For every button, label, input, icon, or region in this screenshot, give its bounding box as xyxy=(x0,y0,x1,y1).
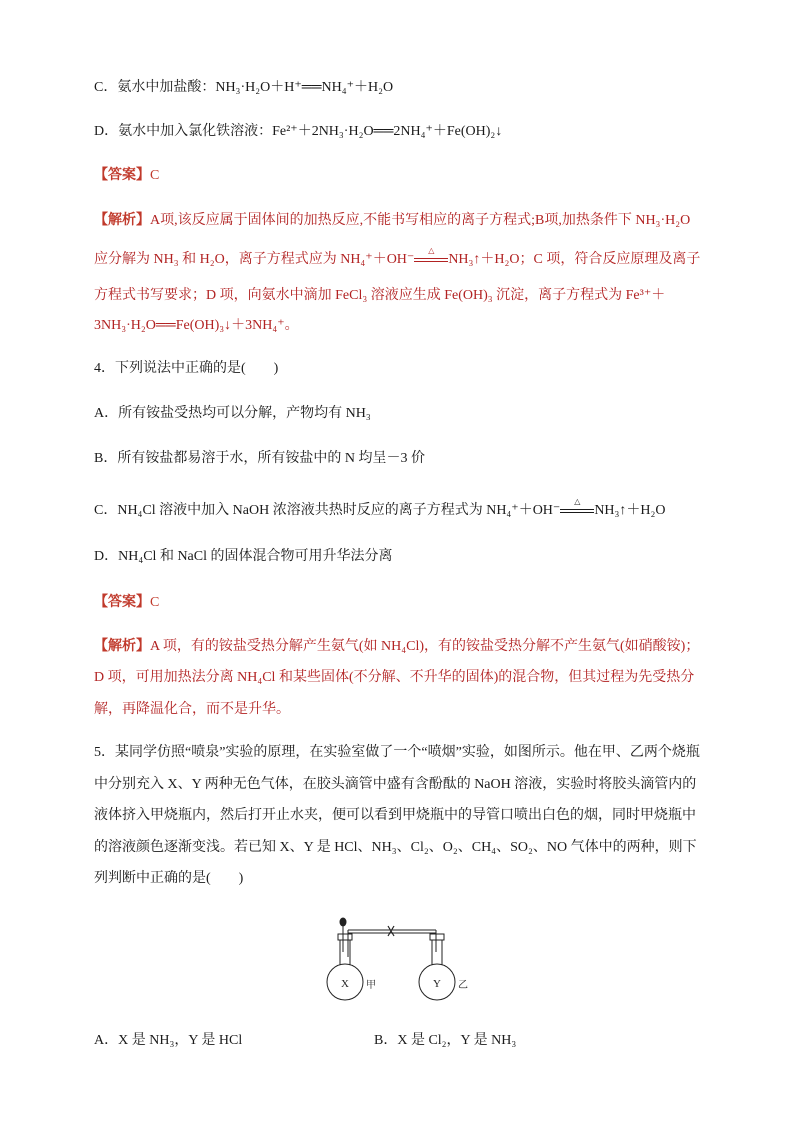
heat-arrow xyxy=(414,246,448,270)
q3-analysis-line-4: 3NH₃·H₂O══Fe(OH)₃↓＋3NH₄⁺。 xyxy=(94,318,299,333)
q4-option-d: D．NH₄Cl 和 NaCl 的固体混合物可用升华法分离 xyxy=(94,549,393,564)
q4-analysis-line-2: D 项，可用加热法分离 NH₄Cl 和某些固体(不分解、不升华的固体)的混合物，但其过程为先受热分 xyxy=(94,670,695,685)
q4-analysis-line-3: 解，再降温化合，而不是升华。 xyxy=(94,702,290,717)
clamp xyxy=(388,926,394,936)
heat-symbol: △ xyxy=(574,497,581,506)
q4-option-c xyxy=(94,497,666,521)
q4-answer xyxy=(94,593,159,613)
spray-smoke-apparatus-figure xyxy=(318,912,478,1007)
option-text: C．NH₄Cl 溶液中加入 NaOH 浓溶液共热时反应的离子方程式为 NH₄⁺＋OH⁻ xyxy=(94,503,561,518)
analysis-text: A项,该反应属于固体间的加热反应,不能书写相应的离子方程式;B项,加热条件下 NH₃·H₂O xyxy=(150,213,691,228)
answer-tag: 【答案】 xyxy=(94,595,150,610)
heat-arrow xyxy=(560,497,594,521)
q5-stem-line-2: 中分别充入 X、Y 两种无色气体，在胶头滴管中盛有含酚酞的 NaOH 溶液，实验时将胶头滴管内的 xyxy=(94,777,697,792)
analysis-tag: 【解析】 xyxy=(94,639,150,654)
q4-analysis-line-1 xyxy=(94,637,699,657)
flask-left-label: 甲 xyxy=(366,980,376,991)
q5-stem-line-3: 液体挤入甲烧瓶内，然后打开止水夹，便可以看到甲烧瓶中的导管口喷出白色的烟，同时甲烧瓶中 xyxy=(94,808,696,823)
heat-symbol: △ xyxy=(428,246,435,255)
flask-right-gas: Y xyxy=(433,978,441,990)
flask-left-gas: X xyxy=(341,978,349,990)
q5-stem-line-5: 列判断中正确的是( ) xyxy=(94,871,244,886)
analysis-text: 应分解为 NH₃ 和 H₂O，离子方程式应为 NH₄⁺＋OH⁻ xyxy=(94,252,415,267)
q3-option-d: D．氨水中加入氯化铁溶液：Fe²⁺＋2NH₃·H₂O══2NH₄⁺＋Fe(OH)₂↓ xyxy=(94,124,503,139)
dropper-bulb xyxy=(340,918,346,926)
q4-option-b: B．所有铵盐都易溶于水，所有铵盐中的 N 均呈－3 价 xyxy=(94,451,425,466)
q5-option-b: B．X 是 Cl₂，Y 是 NH₃ xyxy=(374,1033,517,1048)
q5-stem-line-4: 的溶液颜色逐渐变浅。若已知 X、Y 是 HCl、NH₃、Cl₂、O₂、CH₄、SO₂、NO 气体中的两种，则下 xyxy=(94,840,697,855)
q3-option-c: C．氨水中加盐酸：NH₃·H₂O＋H⁺══NH₄⁺＋H₂O xyxy=(94,80,394,95)
q3-analysis-line-3: 方程式书写要求；D 项，向氨水中滴加 FeCl₃ 溶液应生成 Fe(OH)₃ 沉淀，离子方程式为 Fe³⁺＋ xyxy=(94,288,666,303)
analysis-text: NH₃↑＋H₂O；C 项，符合反应原理及离子 xyxy=(448,252,701,267)
answer-value: C xyxy=(150,168,160,183)
option-text: NH₃↑＋H₂O xyxy=(594,503,666,518)
q4-stem: 4．下列说法中正确的是( ) xyxy=(94,361,279,376)
q3-analysis-line-2 xyxy=(94,246,701,270)
flask-right-label: 乙 xyxy=(458,980,468,991)
q4-option-a: A．所有铵盐受热均可以分解，产物均有 NH₃ xyxy=(94,406,371,421)
q5-stem-line-1: 5．某同学仿照“喷泉”实验的原理，在实验室做了一个“喷烟”实验，如图所示。他在甲、乙两个烧瓶 xyxy=(94,745,700,760)
analysis-tag: 【解析】 xyxy=(94,213,150,228)
answer-tag: 【答案】 xyxy=(94,168,150,183)
analysis-text: A 项，有的铵盐受热分解产生氨气(如 NH₄Cl)，有的铵盐受热分解不产生氨气(如硝酸铵)； xyxy=(150,639,700,654)
answer-value: C xyxy=(150,595,160,610)
q5-option-a: A．X 是 NH₃，Y 是 HCl xyxy=(94,1033,243,1048)
q3-answer xyxy=(94,166,159,186)
q3-analysis-line-1 xyxy=(94,211,690,231)
